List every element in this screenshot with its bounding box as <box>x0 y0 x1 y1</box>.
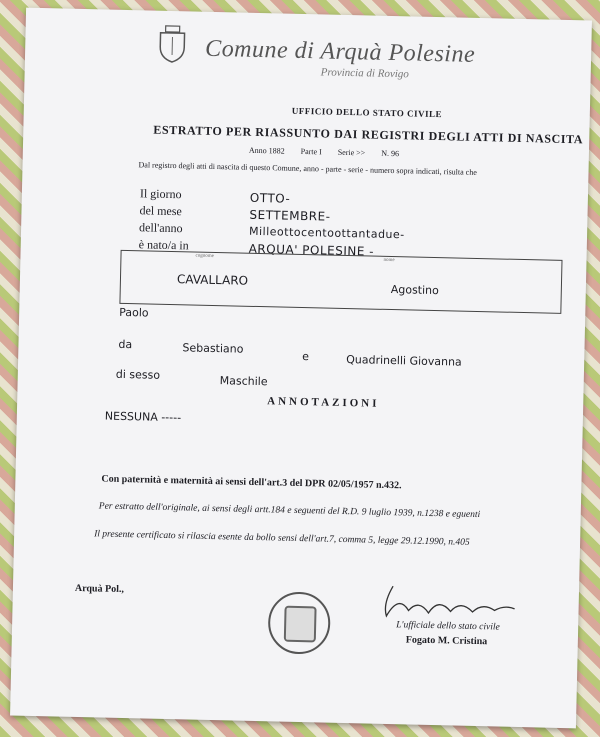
register-reference <box>249 146 413 159</box>
officer-title: L'ufficiale dello stato civile <box>396 620 500 633</box>
given-name-value: Agostino <box>390 283 439 298</box>
official-stamp <box>268 591 331 654</box>
giorno-value: OTTO- <box>249 190 291 206</box>
sex-value: Maschile <box>219 374 268 389</box>
extract-note: Per estratto dell'originale, ai sensi degli artt.184 e seguenti del R.D. 9 luglio 1939, n.1238 e eguenti <box>98 501 481 521</box>
office-name: UFFICIO DELLO STATO CIVILE <box>291 105 443 120</box>
exemption-note: Il presente certificato si rilascia esente da bollo sensi dell'art.7, comma 5, legge 29.12.1990, n.405 <box>94 529 470 548</box>
nato-label: è nato/a in <box>138 237 189 253</box>
surname-value: CAVALLARO <box>176 272 249 288</box>
officer-name: Fogato M. Cristina <box>405 634 488 648</box>
municipality-title: Comune di Arquà Polesine <box>204 35 476 68</box>
mese-value: SETTEMBRE- <box>249 207 331 224</box>
serie-label: Serie >> <box>337 147 366 158</box>
place-label: Arquà Pol., <box>74 582 125 596</box>
giorno-label: Il giorno <box>139 186 182 202</box>
annotations-heading: ANNOTAZIONI <box>267 395 380 410</box>
first-name-line: Paolo <box>119 305 149 320</box>
anno-label: dell'anno <box>138 220 183 236</box>
e-label: e <box>302 350 310 364</box>
mese-label: del mese <box>139 203 183 219</box>
name-box <box>119 250 562 314</box>
stamp-crest-icon <box>284 606 317 643</box>
municipal-crest-icon <box>157 25 188 64</box>
mother-name: Quadrinelli Giovanna <box>346 353 462 369</box>
document-heading: ESTRATTO PER RIASSUNTO DAI REGISTRI DEGLI ATTI DI NASCITA <box>153 122 584 147</box>
certificate-sheet <box>10 8 592 729</box>
anno-value: Milleottocentoottantadue- <box>248 224 405 242</box>
year-label: Anno 1882 <box>248 145 285 156</box>
paternity-note: Con paternità e maternità ai sensi dell'art.3 del DPR 02/05/1957 n.432. <box>101 473 402 492</box>
annotations-value: NESSUNA ----- <box>104 409 182 425</box>
province-subtitle: Provincia di Rovigo <box>320 66 410 81</box>
intro-text: Dal registro degli atti di nascita di questo Comune, anno - parte - serie - numero sopra indicati, risulta che <box>138 160 477 177</box>
nato-value: ARQUA' POLESINE - <box>248 241 375 259</box>
da-label: da <box>118 337 133 352</box>
parte-label: Parte I <box>300 146 322 157</box>
father-name: Sebastiano <box>182 341 244 356</box>
cognome-caption: cognome <box>195 253 214 259</box>
sex-label: di sesso <box>115 367 161 382</box>
number-label: N. 96 <box>381 148 400 159</box>
nome-caption: nome <box>383 257 395 264</box>
